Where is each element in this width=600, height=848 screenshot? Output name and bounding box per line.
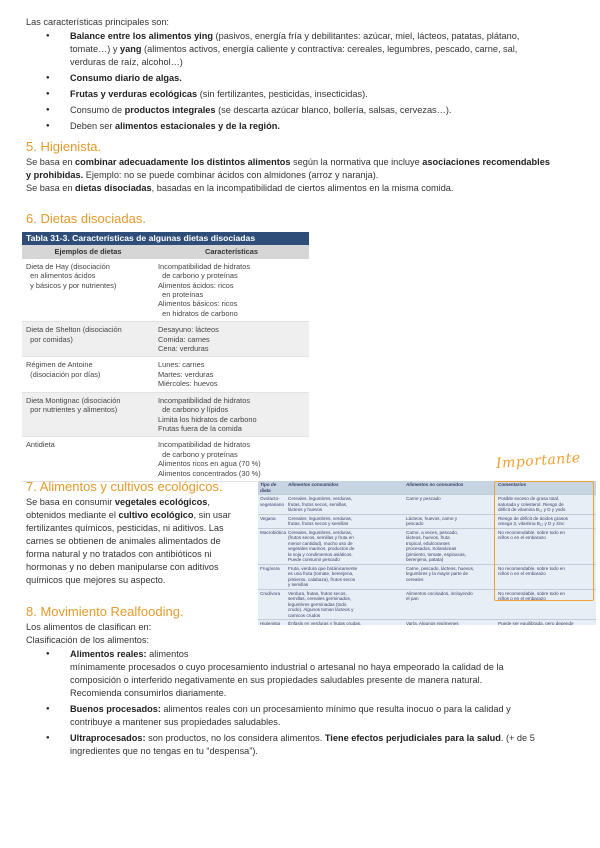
item-text: contribuye a mantener sus propiedades saludables. xyxy=(70,717,281,727)
table-cell: Carne y pescado xyxy=(406,496,441,501)
text: , basadas en la incompatibilidad de ciertos alimentos en la misma comida. xyxy=(151,183,454,193)
table-cell: Régimen de Antoine (disociación por días) xyxy=(26,360,101,379)
item-bold: Ultraprocesados: xyxy=(70,733,146,743)
table-cell: Énfasis en verduras y frutas crudas. xyxy=(288,621,362,625)
text: según la normativa que incluye xyxy=(290,157,423,167)
text: , sin usar xyxy=(193,510,231,520)
table-cell: Fruta, verdura que botánicamente es una fruta (tomate, berenjena, pimiento, calabaza), frutos secos y semillas xyxy=(288,565,358,587)
feature-bold: Balance entre los alimentos ying xyxy=(70,31,213,41)
section-title-disociadas: 6. Dietas disociadas. xyxy=(26,211,146,226)
table-cell: Higienista xyxy=(260,621,281,625)
column-header: Comentarios xyxy=(498,482,527,487)
item-text: composición o interferido negativamente en sus propiedades saludables presente de manera natural. xyxy=(70,675,483,685)
comments-highlight-box xyxy=(494,481,594,601)
table-cell: Carne, pescado, lácteos, huevos, legumbres y la mayor parte de cereales xyxy=(406,565,475,582)
item-bold: Tiene efectos perjudiciales para la salud xyxy=(324,733,501,743)
realfooding-list xyxy=(26,648,586,758)
table-cell: Posible exceso de grasa total, saturada y colesterol. Riesgo de déficit de vitamina B₁₂ y D y yodo xyxy=(498,496,566,512)
column-header: Características xyxy=(204,247,258,257)
column-header: Alimentos consumidos xyxy=(288,482,339,487)
table-row xyxy=(22,357,309,392)
column-header: Alimentos no consumidos xyxy=(406,482,464,487)
item-text: . (+ de 5 xyxy=(500,733,535,743)
table-cell: No recomendable, sobre todo en niños o en el embarazo xyxy=(498,565,565,576)
text: hormonas y no deben manipularse con aditivos xyxy=(26,562,219,572)
bold-text: dietas disociadas xyxy=(75,183,152,193)
bold-text: vegetales ecológicos xyxy=(114,497,208,507)
list-item xyxy=(26,120,586,133)
feature-text: verduras de raíz, alcohol…) xyxy=(70,57,183,67)
table-row xyxy=(22,259,309,322)
handwritten-annotation: Importante xyxy=(495,450,582,472)
table-cell: Verdura, frutas, frutos secos, semillas, cereales germinados, legumbres germinadas (todo crudo). Algunos toman lácteos y carnicos crudos xyxy=(288,590,354,618)
list-item xyxy=(26,88,586,101)
item-bold: Consumo diario de algas. xyxy=(70,73,182,83)
bold-text: cultivo ecológico xyxy=(118,510,194,520)
bold-text: y prohibidas. xyxy=(26,170,84,180)
table-cell: Frugívora xyxy=(260,565,280,571)
text: Se basa en xyxy=(26,157,76,167)
table-cell: Vegana xyxy=(260,515,276,521)
list-item xyxy=(26,104,586,117)
table-cell: Macrobiótica xyxy=(260,529,287,535)
item-text: mínimamente procesados o cuyo procesamiento industrial o artesanal no haya empeorado la calidad de la xyxy=(70,662,504,672)
table-cell: Cereales, legumbres, verduras, frutas, frutos secos y semillas xyxy=(288,515,353,526)
column-header: Tipo de dieta xyxy=(260,482,277,493)
table-cell: Antidieta xyxy=(26,440,55,450)
text: obtenidos mediante el xyxy=(26,510,119,520)
table-row xyxy=(258,619,596,625)
section-title-ecologicos: 7. Alimentos y cultivos ecológicos. xyxy=(26,479,223,494)
list-item xyxy=(26,732,586,758)
item-bold: Buenos procesados: xyxy=(70,704,161,714)
feature-text: tomate…) y xyxy=(70,44,121,54)
section-title-higienista: 5. Higienista. xyxy=(26,139,102,154)
higienista-paragraph xyxy=(26,156,586,195)
item-bold: productos integrales xyxy=(124,105,216,115)
feature-bold: yang xyxy=(120,44,142,54)
text: forma natural y no tratados con antibióticos ni xyxy=(26,549,212,559)
item-bold: Frutas y verduras ecológicas xyxy=(70,89,198,99)
text: Clasificación de los alimentos: xyxy=(26,635,150,645)
item-text: alimentos reales con un procesamiento mínimo que resulta inocuo o para la calidad y xyxy=(160,704,511,714)
list-item xyxy=(26,30,586,69)
table-cell: Lunes: carnes Martes: verduras Miércoles: huevos xyxy=(158,360,218,389)
table-cell: Dieta de Hay (disociación en alimentos ácidos y básicos y por nutrientes) xyxy=(26,261,117,290)
item-text: son productos, no los considera alimentos. xyxy=(145,733,325,743)
text: Se basa en xyxy=(26,183,76,193)
table-cell: Lácteos, huevos, carne y pescado xyxy=(406,515,458,526)
table-cell: Incompatibilidad de hidratos de carbono y lípidos Limita los hidratos de carbono Frutas fuera de la comida xyxy=(158,395,257,433)
table-cell: Cereales, legumbres, verduras, (frutos secos, semillas y fruta en menor cantidad), mucho uso de vegetales marinos, productos de la soja y condimentos asiáticos. Puede consumir pescado xyxy=(288,529,355,562)
list-item xyxy=(26,648,586,700)
list-item xyxy=(26,72,586,85)
table-tipos-dieta xyxy=(258,481,596,625)
table-cell: Varía. Algunos regímenes xyxy=(406,621,459,625)
table-cell: Dieta Montignac (disociación por nutrientes y alimentos) xyxy=(26,395,121,415)
table-cell: Incompatibilidad de hidratos de carbono y proteínas Alimentos ácidos: ricos en proteínas Alimentos básicos: ricos en hidratos de carbono xyxy=(158,261,251,318)
table-title: Tabla 31-3. Características de algunas dietas disociadas xyxy=(22,232,309,245)
item-text: alimentos xyxy=(146,649,189,659)
column-header: Ejemplos de dietas xyxy=(54,247,122,257)
bold-text: asociaciones recomendables xyxy=(422,157,550,167)
table-cell: Cereales, legumbres, verduras, frutas, frutos secos, semillas, lácteos y huevos xyxy=(288,496,353,512)
text: carnes se obtienen de animales alimentados de xyxy=(26,536,221,546)
text: Ejemplo: no se puede combinar ácidos con almidones (arroz y naranja). xyxy=(83,170,379,180)
intro-text: Las características principales son: xyxy=(26,17,169,27)
table-row xyxy=(22,393,309,438)
table-cell: No recomendable, sobre todo en niños o en el embarazo xyxy=(498,529,565,540)
text: Se basa en consumir xyxy=(26,497,115,507)
item-text: ingredientes que no tengas en tu “despensa”). xyxy=(70,746,258,756)
table-body xyxy=(258,481,596,625)
table-row xyxy=(22,322,309,357)
realfooding-intro xyxy=(26,621,151,647)
text: fertilizantes químicos, pesticidas, ni aditivos. Las xyxy=(26,523,224,533)
table-cell: Puede ser equilibrada, pero depende xyxy=(498,621,574,625)
section-title-realfooding: 8. Movimiento Realfooding. xyxy=(26,604,184,619)
text: químicos que mejores su aspecto. xyxy=(26,575,166,585)
table-cell: Ovolacto- vegetariano xyxy=(260,496,285,507)
table-dietas-disociadas xyxy=(22,232,309,482)
table-cell: Carne, a veces, pescado, lácteos, huevos, fruta tropical, edulcorantes procesados, Solanáceas (pimiento, tomate, espinacas, berenjena, patata) xyxy=(406,529,467,562)
item-text: Recomienda consumirlos diariamente. xyxy=(70,688,227,698)
table-cell: No recomendable, sobre todo en niños o en el embarazo xyxy=(498,590,565,601)
item-pre: Consumo de xyxy=(70,105,125,115)
item-bold: alimentos estacionales y de la región. xyxy=(114,121,280,131)
feature-text: (alimentos activos, energía caliente y contractiva: cereales, legumbres, pescado, carne, sal, xyxy=(141,44,518,54)
item-bold: Alimentos reales: xyxy=(70,649,147,659)
table-cell: Alimentos cocinados, incluyendo el pan xyxy=(406,590,473,601)
list-item xyxy=(26,703,586,729)
table-cell: Dieta de Shelton (disociación por comidas) xyxy=(26,325,122,344)
table-cell: Incompatibilidad de hidratos de carbono y proteínas Alimentos ricos en agua (70 %) Alimentos concentrados (30 %) xyxy=(158,440,261,478)
table-row xyxy=(22,437,309,482)
ecologicos-paragraph xyxy=(26,496,252,587)
table-cell: Crudívora xyxy=(260,590,281,596)
table-header xyxy=(22,245,309,258)
features-list xyxy=(26,30,586,133)
item-pre: Deben ser xyxy=(70,121,115,131)
text: Los alimentos de clasifican en: xyxy=(26,622,152,632)
table-cell: Desayuno: lácteos Comida: carnes Cena: verduras xyxy=(158,325,219,354)
feature-text: (pasivos, energía fría y debilitantes: azúcar, miel, lácteos, patatas, plátano, xyxy=(212,31,520,41)
text: , xyxy=(207,497,210,507)
item-post: (se descarta azúcar blanco, bollería, salsas, cervezas…). xyxy=(215,105,452,115)
table-cell: Riesgo de déficit de ácidos grasos omega 3, vitamina B₁₂ y D y zinc xyxy=(498,515,568,526)
bold-text: combinar adecuadamente los distintos alimentos xyxy=(75,157,291,167)
item-post: (sin fertilizantes, pesticidas, insecticidas). xyxy=(197,89,368,99)
